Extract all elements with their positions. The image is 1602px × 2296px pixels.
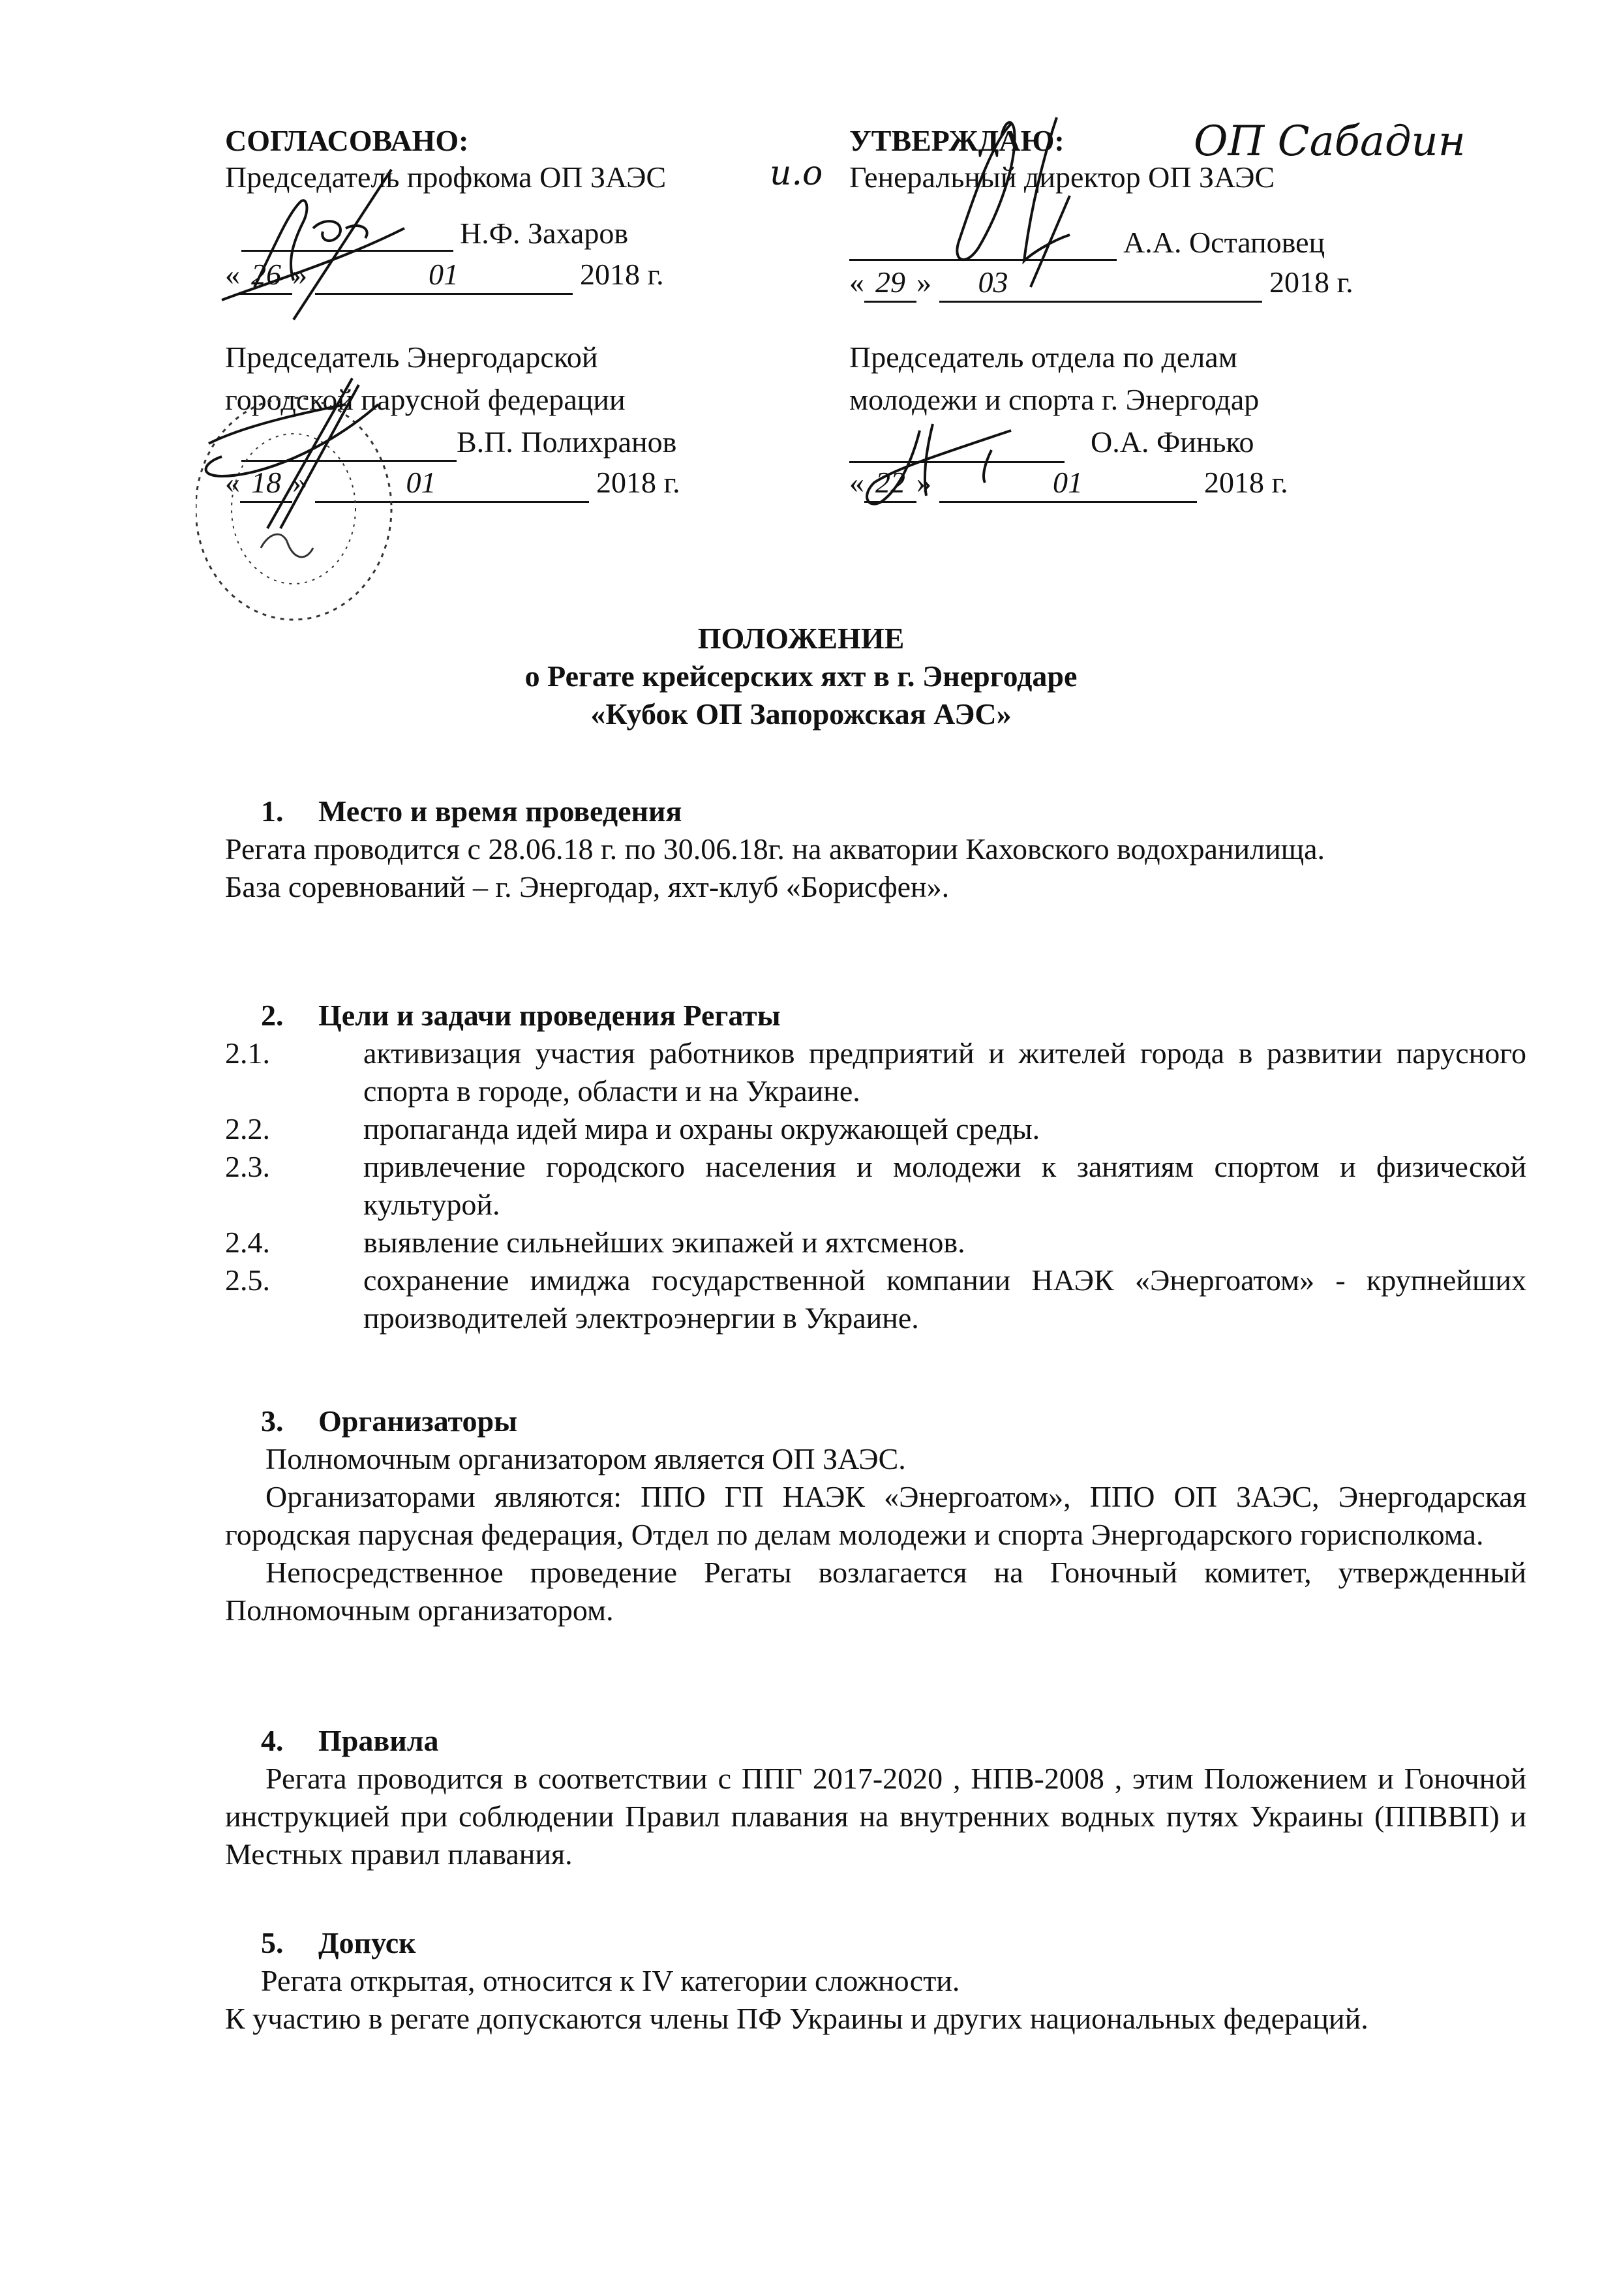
approval-right2-position-line1: Председатель отдела по делам — [849, 340, 1237, 374]
section-number: 3. — [261, 1404, 284, 1438]
section-1 — [225, 793, 1526, 906]
quote-close: » — [292, 466, 307, 499]
section-title: Допуск — [318, 1926, 416, 1959]
paragraph: Непосредственное проведение Регаты возлагается на Гоночный комитет, утвержденный Полномочным организатором. — [225, 1556, 1526, 1627]
date-year: 2018 г. — [1204, 466, 1288, 499]
approval-left2-name: В.П. Полихранов — [457, 425, 677, 459]
item-number: 2.1. — [225, 1036, 270, 1070]
section-4 — [225, 1722, 1526, 1873]
section-2 — [225, 997, 1526, 1337]
list-item — [225, 1224, 1526, 1261]
item-text: выявление сильнейших экипажей и яхтсменов. — [363, 1226, 965, 1259]
date-month: 01 — [315, 464, 589, 503]
list-item — [225, 1110, 1526, 1148]
section-number: 4. — [261, 1724, 284, 1757]
list-item — [225, 1035, 1526, 1110]
approval-right-date — [849, 264, 1353, 303]
paragraph: Регата проводится с 28.06.18 г. по 30.06.18г. на акватории Каховского водохранилища. — [225, 832, 1325, 866]
document-subtitle-2: «Кубок ОП Запорожская АЭС» — [590, 697, 1012, 731]
document-subtitle-1: о Регате крейсерских яхт в г. Энергодаре — [524, 659, 1078, 693]
date-year: 2018 г. — [580, 258, 664, 291]
approval-right-heading: УТВЕРЖДАЮ: — [849, 124, 1065, 157]
section-heading — [225, 997, 1526, 1035]
document-title: ПОЛОЖЕНИЕ — [697, 622, 905, 655]
item-number: 2.4. — [225, 1226, 270, 1259]
date-day: 26 — [240, 256, 292, 295]
approval-left2-date — [225, 464, 680, 503]
paragraph: К участию в регате допускаются члены ПФ Украины и других национальных федераций. — [225, 2002, 1368, 2035]
date-month: 01 — [939, 464, 1197, 503]
item-text: привлечение городского населения и молодежи к занятиям спортом и физической культурой. — [363, 1150, 1526, 1221]
section-heading — [225, 1402, 1526, 1440]
date-year: 2018 г. — [596, 466, 680, 499]
date-day: 18 — [240, 464, 292, 503]
approval-left-position: Председатель профкома ОП ЗАЭС — [225, 160, 667, 194]
section-title: Цели и задачи проведения Регаты — [318, 999, 781, 1032]
signature-line — [849, 461, 1065, 463]
approval-right2-position-line2: молодежи и спорта г. Энергодар — [849, 383, 1260, 416]
section-number: 1. — [261, 794, 284, 828]
quote-open: « — [849, 265, 864, 299]
signature-line — [241, 250, 453, 252]
approval-left-name: Н.Ф. Захаров — [460, 217, 629, 250]
approval-right2-name: О.А. Финько — [1091, 425, 1254, 459]
section-heading — [225, 1722, 1526, 1760]
list-item — [225, 1148, 1526, 1224]
handwritten-note-io: и.о — [770, 154, 823, 193]
date-day: 22 — [864, 464, 916, 503]
date-month: 01 — [315, 256, 573, 295]
approval-left-heading: СОГЛАСОВАНО: — [225, 124, 469, 157]
item-text: сохранение имиджа государственной компании НАЭК «Энергоатом» - крупнейших производителей электроэнергии в Украине. — [363, 1263, 1526, 1335]
section-heading — [225, 793, 1526, 830]
quote-open: « — [225, 466, 240, 499]
item-text: пропаганда идей мира и охраны окружающей среды. — [363, 1112, 1040, 1145]
signature-line — [849, 259, 1117, 261]
approval-right-name: А.А. Остаповец — [1123, 226, 1325, 259]
quote-close: » — [292, 258, 307, 291]
section-5 — [225, 1924, 1526, 2038]
item-number: 2.3. — [225, 1150, 270, 1183]
approval-right2-date — [849, 464, 1288, 503]
section-heading — [225, 1924, 1526, 1962]
handwritten-note-sabadin: ОП Сабадин — [1194, 117, 1466, 166]
approval-left-date — [225, 256, 664, 295]
quote-open: « — [849, 466, 864, 499]
item-number: 2.2. — [225, 1112, 270, 1145]
approval-left2-position-line2: городской парусной федерации — [225, 383, 626, 416]
section-number: 2. — [261, 999, 284, 1032]
section-3 — [225, 1402, 1526, 1629]
paragraph: Организаторами являются: ППО ГП НАЭК «Энергоатом», ППО ОП ЗАЭС, Энергодарская городская парусная федерация, Отдел по делам молодежи и спорта Энергодарского горисполкома. — [225, 1480, 1526, 1551]
date-day: 29 — [864, 264, 916, 303]
approval-left2-position-line1: Председатель Энергодарской — [225, 340, 598, 374]
signature-line — [241, 460, 457, 462]
quote-close: » — [916, 466, 931, 499]
date-month: 03 — [939, 264, 1262, 303]
list-item — [225, 1261, 1526, 1337]
paragraph: Регата открытая, относится к IV категории сложности. — [261, 1964, 960, 1997]
date-year: 2018 г. — [1269, 265, 1353, 299]
paragraph: Регата проводится в соответствии с ППГ 2017-2020 , НПВ-2008 , этим Положением и Гоночной инструкцией при соблюдении Правил плавания на внутренних водных путях Украины (ППВВП) и Местных правил плавания. — [225, 1762, 1526, 1871]
item-text: активизация участия работников предприятий и жителей города в развитии парусного спорта в городе, области и на Украине. — [363, 1036, 1526, 1108]
paragraph: База соревнований – г. Энергодар, яхт-клуб «Борисфен». — [225, 870, 950, 903]
quote-close: » — [916, 265, 931, 299]
paragraph: Полномочным организатором является ОП ЗАЭС. — [265, 1442, 906, 1475]
section-title: Правила — [318, 1724, 439, 1757]
quote-open: « — [225, 258, 240, 291]
section-title: Место и время проведения — [318, 794, 682, 828]
section-title: Организаторы — [318, 1404, 518, 1438]
approval-right-position: Генеральный директор ОП ЗАЭС — [849, 160, 1275, 194]
item-number: 2.5. — [225, 1263, 270, 1297]
section-number: 5. — [261, 1926, 284, 1959]
